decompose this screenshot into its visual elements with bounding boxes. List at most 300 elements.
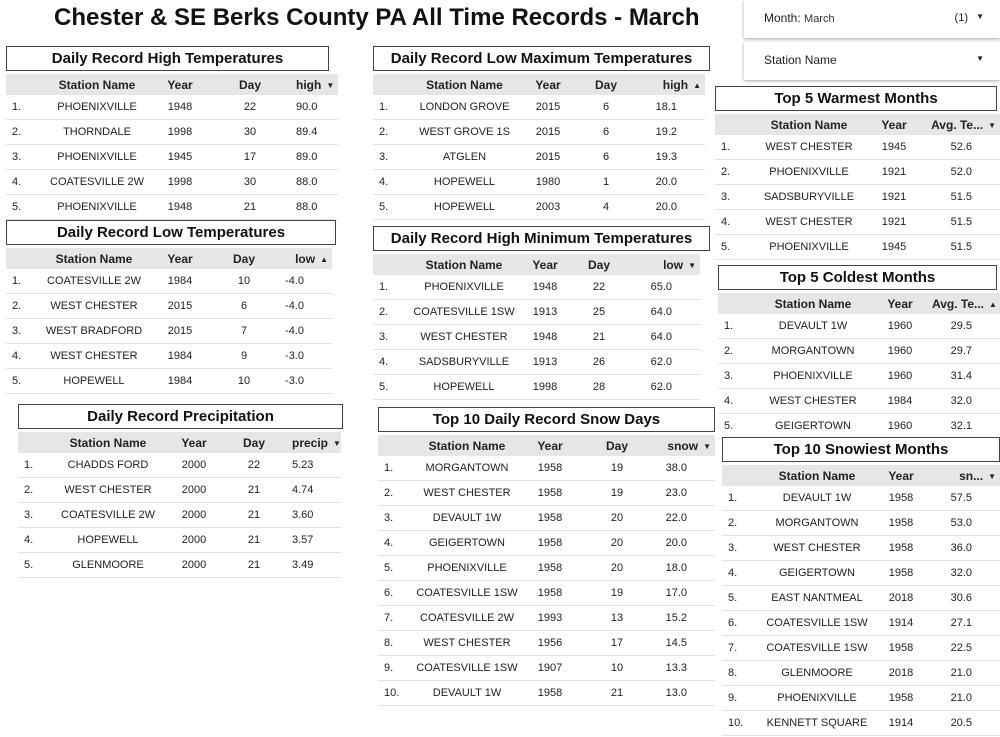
records-table xyxy=(18,432,341,578)
table-cell: WEST CHESTER xyxy=(36,344,152,369)
column-header[interactable]: Station Name xyxy=(48,432,168,453)
table-cell: HOPEWELL xyxy=(407,195,522,220)
table-cell: MORGANTOWN xyxy=(757,511,877,536)
table-cell: 1998 xyxy=(152,120,208,145)
column-header[interactable]: Station Name xyxy=(757,465,877,486)
table-cell: PHOENIXVILLE xyxy=(753,160,865,185)
table-cell: 10 xyxy=(578,656,656,681)
column-header[interactable]: Day xyxy=(574,74,638,95)
sort-descending-icon: ▼ xyxy=(333,438,341,448)
table-cell: WEST CHESTER xyxy=(753,135,865,160)
sort-column-header[interactable]: sn... ▼ xyxy=(925,465,1000,486)
table-cell: 10. xyxy=(722,711,757,736)
table-cell: 23.0 xyxy=(656,481,715,506)
table-cell: COATESVILLE 1SW xyxy=(757,636,877,661)
table-cell: 30.6 xyxy=(925,586,1000,611)
table-cell: 1. xyxy=(722,486,757,511)
table-cell: 21 xyxy=(220,528,288,553)
table-cell: 21.0 xyxy=(925,661,1000,686)
table-row xyxy=(373,300,700,325)
table-cell: 1. xyxy=(715,135,753,160)
table-cell: 5. xyxy=(373,375,409,400)
table-cell: 14.5 xyxy=(656,631,715,656)
panel-record-low-max xyxy=(373,46,710,220)
column-header[interactable]: Station Name xyxy=(754,293,872,314)
table-cell: 18.1 xyxy=(638,95,705,120)
table-row xyxy=(6,369,332,394)
table-cell: CHADDS FORD xyxy=(48,453,168,478)
table-cell: 36.0 xyxy=(925,536,1000,561)
table-cell: 21.0 xyxy=(925,686,1000,711)
table-row xyxy=(6,344,332,369)
table-cell: 4. xyxy=(6,170,42,195)
table-cell: 1998 xyxy=(152,170,208,195)
records-table xyxy=(378,435,715,706)
table-cell: 22.0 xyxy=(656,506,715,531)
table-cell: 21 xyxy=(208,195,292,220)
table-cell: DEVAULT 1W xyxy=(412,506,522,531)
table-cell: 2015 xyxy=(522,95,574,120)
column-header[interactable]: Year xyxy=(522,435,578,456)
table-cell: 6. xyxy=(722,611,757,636)
table-cell: 32.0 xyxy=(925,561,1000,586)
table-cell: 1 xyxy=(574,170,638,195)
table-cell: 7. xyxy=(722,636,757,661)
table-cell: 2015 xyxy=(152,294,208,319)
table-row xyxy=(718,364,1000,389)
table-cell: 1958 xyxy=(522,506,578,531)
table-cell: COATESVILLE 1SW xyxy=(412,581,522,606)
table-cell: THORNDALE xyxy=(42,120,152,145)
table-cell: 3.49 xyxy=(288,553,341,578)
table-cell: 4. xyxy=(378,531,412,556)
table-cell: WEST BRADFORD xyxy=(36,319,152,344)
table-cell: 2000 xyxy=(168,453,220,478)
table-cell: 21 xyxy=(220,503,288,528)
column-header[interactable]: Year xyxy=(865,114,923,135)
table-cell: 22.5 xyxy=(925,636,1000,661)
table-cell: 1914 xyxy=(877,711,925,736)
table-cell: PHOENIXVILLE xyxy=(42,145,152,170)
table-cell: 28 xyxy=(571,375,627,400)
column-header[interactable]: Day xyxy=(571,254,627,275)
table-cell: 1945 xyxy=(152,145,208,170)
table-row xyxy=(722,686,1000,711)
panel-title: Top 5 Coldest Months xyxy=(718,265,997,290)
table-cell: 1958 xyxy=(877,536,925,561)
table-cell: PHOENIXVILLE xyxy=(409,275,519,300)
table-cell: 4 xyxy=(574,195,638,220)
table-cell: 1948 xyxy=(152,195,208,220)
column-header[interactable]: Station Name xyxy=(42,74,152,95)
sort-column-header[interactable]: high ▼ xyxy=(292,74,338,95)
table-header-row xyxy=(6,74,338,95)
table-cell: 1984 xyxy=(152,369,208,394)
column-header[interactable]: Station Name xyxy=(409,254,519,275)
table-row xyxy=(378,581,715,606)
table-cell: 4. xyxy=(373,170,407,195)
table-cell: DEVAULT 1W xyxy=(754,314,872,339)
table-cell: HOPEWELL xyxy=(36,369,152,394)
table-cell: 1958 xyxy=(877,561,925,586)
table-cell: 29.7 xyxy=(928,339,1000,364)
table-cell: 20.5 xyxy=(925,711,1000,736)
table-cell: 10 xyxy=(208,269,280,294)
table-cell: 5. xyxy=(18,553,48,578)
table-cell: 1960 xyxy=(872,314,928,339)
table-cell: 2000 xyxy=(168,528,220,553)
table-cell: 1. xyxy=(18,453,48,478)
column-header[interactable]: Station Name xyxy=(36,248,152,269)
column-header[interactable]: Year xyxy=(152,74,208,95)
table-row xyxy=(373,275,700,300)
table-cell: 1. xyxy=(373,95,407,120)
table-cell: 4. xyxy=(718,389,754,414)
column-header[interactable]: Year xyxy=(152,248,208,269)
table-row xyxy=(715,210,1000,235)
table-cell: 21 xyxy=(220,553,288,578)
table-cell: 8. xyxy=(722,661,757,686)
table-cell: 2003 xyxy=(522,195,574,220)
chevron-down-icon[interactable]: ▼ xyxy=(976,54,984,63)
table-cell: 2000 xyxy=(168,503,220,528)
table-cell: GLENMOORE xyxy=(48,553,168,578)
table-row xyxy=(373,350,700,375)
panel-title: Top 10 Snowiest Months xyxy=(722,437,1000,462)
table-cell: 6 xyxy=(574,120,638,145)
table-cell: 29.5 xyxy=(928,314,1000,339)
table-cell: 1948 xyxy=(519,325,571,350)
table-cell: 1980 xyxy=(522,170,574,195)
sort-column-header[interactable]: precip ▼ xyxy=(288,432,341,453)
table-cell: 2015 xyxy=(522,145,574,170)
table-cell: 5.23 xyxy=(288,453,341,478)
table-cell: 21 xyxy=(220,478,288,503)
table-cell: GEIGERTOWN xyxy=(754,414,872,439)
table-cell: -4.0 xyxy=(280,319,332,344)
table-cell: WEST CHESTER xyxy=(48,478,168,503)
table-cell: 20 xyxy=(578,506,656,531)
table-row xyxy=(722,711,1000,736)
column-header[interactable]: Year xyxy=(168,432,220,453)
table-header-row xyxy=(718,293,1000,314)
table-cell: 5. xyxy=(373,195,407,220)
table-row xyxy=(373,325,700,350)
table-cell: MORGANTOWN xyxy=(412,456,522,481)
table-cell: 1958 xyxy=(877,686,925,711)
table-cell: 1913 xyxy=(519,300,571,325)
table-row xyxy=(722,611,1000,636)
table-row xyxy=(378,631,715,656)
table-row xyxy=(378,681,715,706)
table-cell: 10 xyxy=(208,369,280,394)
table-cell: WEST CHESTER xyxy=(412,481,522,506)
table-cell: PHOENIXVILLE xyxy=(42,95,152,120)
column-header[interactable]: Station Name xyxy=(753,114,865,135)
table-cell: 7 xyxy=(208,319,280,344)
table-cell: 20.0 xyxy=(638,170,705,195)
records-table xyxy=(722,465,1000,736)
table-row xyxy=(715,160,1000,185)
table-cell: 20.0 xyxy=(638,195,705,220)
table-row xyxy=(718,414,1000,439)
table-cell: 3. xyxy=(722,536,757,561)
table-cell: 30 xyxy=(208,120,292,145)
table-cell: COATESVILLE 2W xyxy=(42,170,152,195)
panel-coldest-months xyxy=(718,265,1000,439)
table-cell: 5. xyxy=(6,369,36,394)
table-cell: -3.0 xyxy=(280,369,332,394)
table-cell: 22 xyxy=(571,275,627,300)
table-cell: 15.2 xyxy=(656,606,715,631)
column-header[interactable]: Year xyxy=(522,74,574,95)
table-cell: 53.0 xyxy=(925,511,1000,536)
table-cell: 57.5 xyxy=(925,486,1000,511)
table-cell: 30 xyxy=(208,170,292,195)
table-cell: 4. xyxy=(715,210,753,235)
table-header-row xyxy=(373,254,700,275)
table-cell: 1958 xyxy=(522,556,578,581)
table-cell: 19 xyxy=(578,581,656,606)
table-row xyxy=(18,503,341,528)
column-header[interactable]: Year xyxy=(519,254,571,275)
station-filter-label: Station Name xyxy=(764,53,837,67)
table-cell: MORGANTOWN xyxy=(754,339,872,364)
table-cell: 2. xyxy=(715,160,753,185)
table-header-row xyxy=(6,248,332,269)
column-header[interactable]: Year xyxy=(877,465,925,486)
table-cell: 2. xyxy=(378,481,412,506)
table-cell: 64.0 xyxy=(627,300,700,325)
table-cell: 1. xyxy=(718,314,754,339)
table-header-row xyxy=(373,74,705,95)
table-cell: 27.1 xyxy=(925,611,1000,636)
table-cell: 9. xyxy=(722,686,757,711)
records-table xyxy=(6,248,332,394)
table-cell: 2. xyxy=(373,120,407,145)
table-cell: 2015 xyxy=(152,319,208,344)
table-cell: 18.0 xyxy=(656,556,715,581)
table-cell: COATESVILLE 2W xyxy=(36,269,152,294)
table-cell: KENNETT SQUARE xyxy=(757,711,877,736)
table-row xyxy=(6,95,338,120)
table-cell: -4.0 xyxy=(280,269,332,294)
table-cell: COATESVILLE 1SW xyxy=(757,611,877,636)
table-cell: 22 xyxy=(208,95,292,120)
table-cell: 88.0 xyxy=(292,170,338,195)
table-cell: 90.0 xyxy=(292,95,338,120)
table-cell: 8. xyxy=(378,631,412,656)
table-cell: COATESVILLE 1SW xyxy=(409,300,519,325)
table-cell: 19.2 xyxy=(638,120,705,145)
table-cell: 1960 xyxy=(872,364,928,389)
table-cell: 1945 xyxy=(865,235,923,260)
table-row xyxy=(378,506,715,531)
table-row xyxy=(722,486,1000,511)
table-cell: 4. xyxy=(6,344,36,369)
station-filter[interactable] xyxy=(744,42,1000,80)
table-cell: 2. xyxy=(18,478,48,503)
panel-daily-record-precip xyxy=(18,404,343,578)
sort-descending-icon: ▼ xyxy=(703,441,711,451)
table-row xyxy=(373,95,705,120)
table-cell: 1958 xyxy=(877,511,925,536)
table-cell: 1958 xyxy=(522,681,578,706)
table-row xyxy=(18,553,341,578)
table-cell: COATESVILLE 2W xyxy=(48,503,168,528)
table-cell: 1913 xyxy=(519,350,571,375)
table-cell: SADSBURYVILLE xyxy=(753,185,865,210)
panel-title: Daily Record High Minimum Temperatures xyxy=(373,226,710,251)
column-header[interactable]: Day xyxy=(208,248,280,269)
panel-daily-record-low xyxy=(6,220,336,394)
table-cell: 7. xyxy=(378,606,412,631)
month-filter-value: March xyxy=(804,13,835,25)
table-row xyxy=(715,135,1000,160)
table-cell: 2000 xyxy=(168,553,220,578)
column-header[interactable]: Day xyxy=(220,432,288,453)
table-cell: 13 xyxy=(578,606,656,631)
table-cell: 1. xyxy=(6,269,36,294)
table-cell: 6 xyxy=(574,145,638,170)
table-cell: 2000 xyxy=(168,478,220,503)
table-cell: 3. xyxy=(6,319,36,344)
table-row xyxy=(6,120,338,145)
panel-title: Daily Record Low Maximum Temperatures xyxy=(373,46,710,71)
table-cell: 21 xyxy=(578,681,656,706)
table-cell: 1958 xyxy=(877,636,925,661)
table-cell: 1958 xyxy=(522,456,578,481)
table-cell: 1984 xyxy=(872,389,928,414)
table-cell: 22 xyxy=(220,453,288,478)
table-cell: 3.57 xyxy=(288,528,341,553)
table-cell: 19 xyxy=(578,481,656,506)
table-row xyxy=(6,319,332,344)
table-cell: 4.74 xyxy=(288,478,341,503)
sort-column-header[interactable]: low ▲ xyxy=(280,248,332,269)
table-cell: 2. xyxy=(6,294,36,319)
table-cell: 19 xyxy=(578,456,656,481)
chevron-down-icon[interactable]: ▼ xyxy=(976,12,984,21)
table-cell: 51.5 xyxy=(923,185,1000,210)
panel-snow-days xyxy=(378,407,715,706)
table-cell: 1914 xyxy=(877,611,925,636)
table-cell: 2. xyxy=(718,339,754,364)
table-cell: 62.0 xyxy=(627,375,700,400)
table-header-row xyxy=(715,114,1000,135)
table-cell: 1998 xyxy=(519,375,571,400)
table-cell: ATGLEN xyxy=(407,145,522,170)
column-header[interactable]: Station Name xyxy=(407,74,522,95)
table-cell: WEST CHESTER xyxy=(412,631,522,656)
table-cell: 31.4 xyxy=(928,364,1000,389)
table-cell: HOPEWELL xyxy=(407,170,522,195)
records-table xyxy=(373,254,700,400)
panel-title: Daily Record Precipitation xyxy=(18,404,343,429)
table-cell: GEIGERTOWN xyxy=(412,531,522,556)
table-cell: 9. xyxy=(378,656,412,681)
table-cell: PHOENIXVILLE xyxy=(42,195,152,220)
column-header[interactable]: Year xyxy=(872,293,928,314)
table-cell: 4. xyxy=(722,561,757,586)
table-cell: 51.5 xyxy=(923,210,1000,235)
table-cell: 52.0 xyxy=(923,160,1000,185)
table-cell: WEST GROVE 1S xyxy=(407,120,522,145)
table-cell: PHOENIXVILLE xyxy=(412,556,522,581)
table-cell: 64.0 xyxy=(627,325,700,350)
table-cell: 1948 xyxy=(519,275,571,300)
table-row xyxy=(378,606,715,631)
table-cell: 65.0 xyxy=(627,275,700,300)
table-cell: 6. xyxy=(378,581,412,606)
table-cell: 2018 xyxy=(877,661,925,686)
table-row xyxy=(378,556,715,581)
table-row xyxy=(378,656,715,681)
records-table xyxy=(715,114,1000,260)
table-cell: 51.5 xyxy=(923,235,1000,260)
table-cell: 5. xyxy=(6,195,42,220)
sort-descending-icon: ▼ xyxy=(988,471,996,481)
table-cell: 1921 xyxy=(865,185,923,210)
sort-column-header[interactable]: low ▼ xyxy=(627,254,700,275)
table-row xyxy=(722,636,1000,661)
table-cell: 3. xyxy=(373,145,407,170)
column-header[interactable]: Station Name xyxy=(412,435,522,456)
table-cell: 21 xyxy=(571,325,627,350)
table-cell: 89.0 xyxy=(292,145,338,170)
table-cell: 1958 xyxy=(522,531,578,556)
table-row xyxy=(6,269,332,294)
records-table xyxy=(373,74,705,220)
table-cell: 1. xyxy=(6,95,42,120)
table-row xyxy=(373,375,700,400)
panel-record-high-min xyxy=(373,226,710,400)
column-header[interactable]: Day xyxy=(208,74,292,95)
table-cell: COATESVILLE 1SW xyxy=(412,656,522,681)
table-cell: 5. xyxy=(722,586,757,611)
records-table xyxy=(6,74,338,220)
table-cell: 32.1 xyxy=(928,414,1000,439)
table-cell: 1948 xyxy=(152,95,208,120)
table-cell: 1958 xyxy=(522,481,578,506)
table-cell: SADSBURYVILLE xyxy=(409,350,519,375)
table-cell: 1993 xyxy=(522,606,578,631)
table-row xyxy=(378,531,715,556)
table-cell: 5. xyxy=(715,235,753,260)
table-row xyxy=(6,294,332,319)
month-filter-label: Month: xyxy=(764,11,801,25)
table-cell: 4. xyxy=(373,350,409,375)
table-cell: 1984 xyxy=(152,269,208,294)
sort-column-header[interactable]: Avg. Te... ▼ xyxy=(923,114,1000,135)
table-cell: 5. xyxy=(718,414,754,439)
column-header[interactable]: Day xyxy=(578,435,656,456)
sort-column-header[interactable]: snow ▼ xyxy=(656,435,715,456)
month-filter[interactable] xyxy=(744,0,1000,38)
table-cell: 2. xyxy=(722,511,757,536)
table-cell: WEST CHESTER xyxy=(36,294,152,319)
sort-column-header[interactable]: Avg. Te... ▲ xyxy=(928,293,1000,314)
table-cell: 2. xyxy=(373,300,409,325)
sort-ascending-icon: ▲ xyxy=(693,80,701,90)
table-cell: DEVAULT 1W xyxy=(412,681,522,706)
table-row xyxy=(718,314,1000,339)
table-row xyxy=(373,120,705,145)
table-cell: COATESVILLE 2W xyxy=(412,606,522,631)
sort-column-header[interactable]: high ▲ xyxy=(638,74,705,95)
table-cell: 3. xyxy=(373,325,409,350)
table-cell: 1984 xyxy=(152,344,208,369)
